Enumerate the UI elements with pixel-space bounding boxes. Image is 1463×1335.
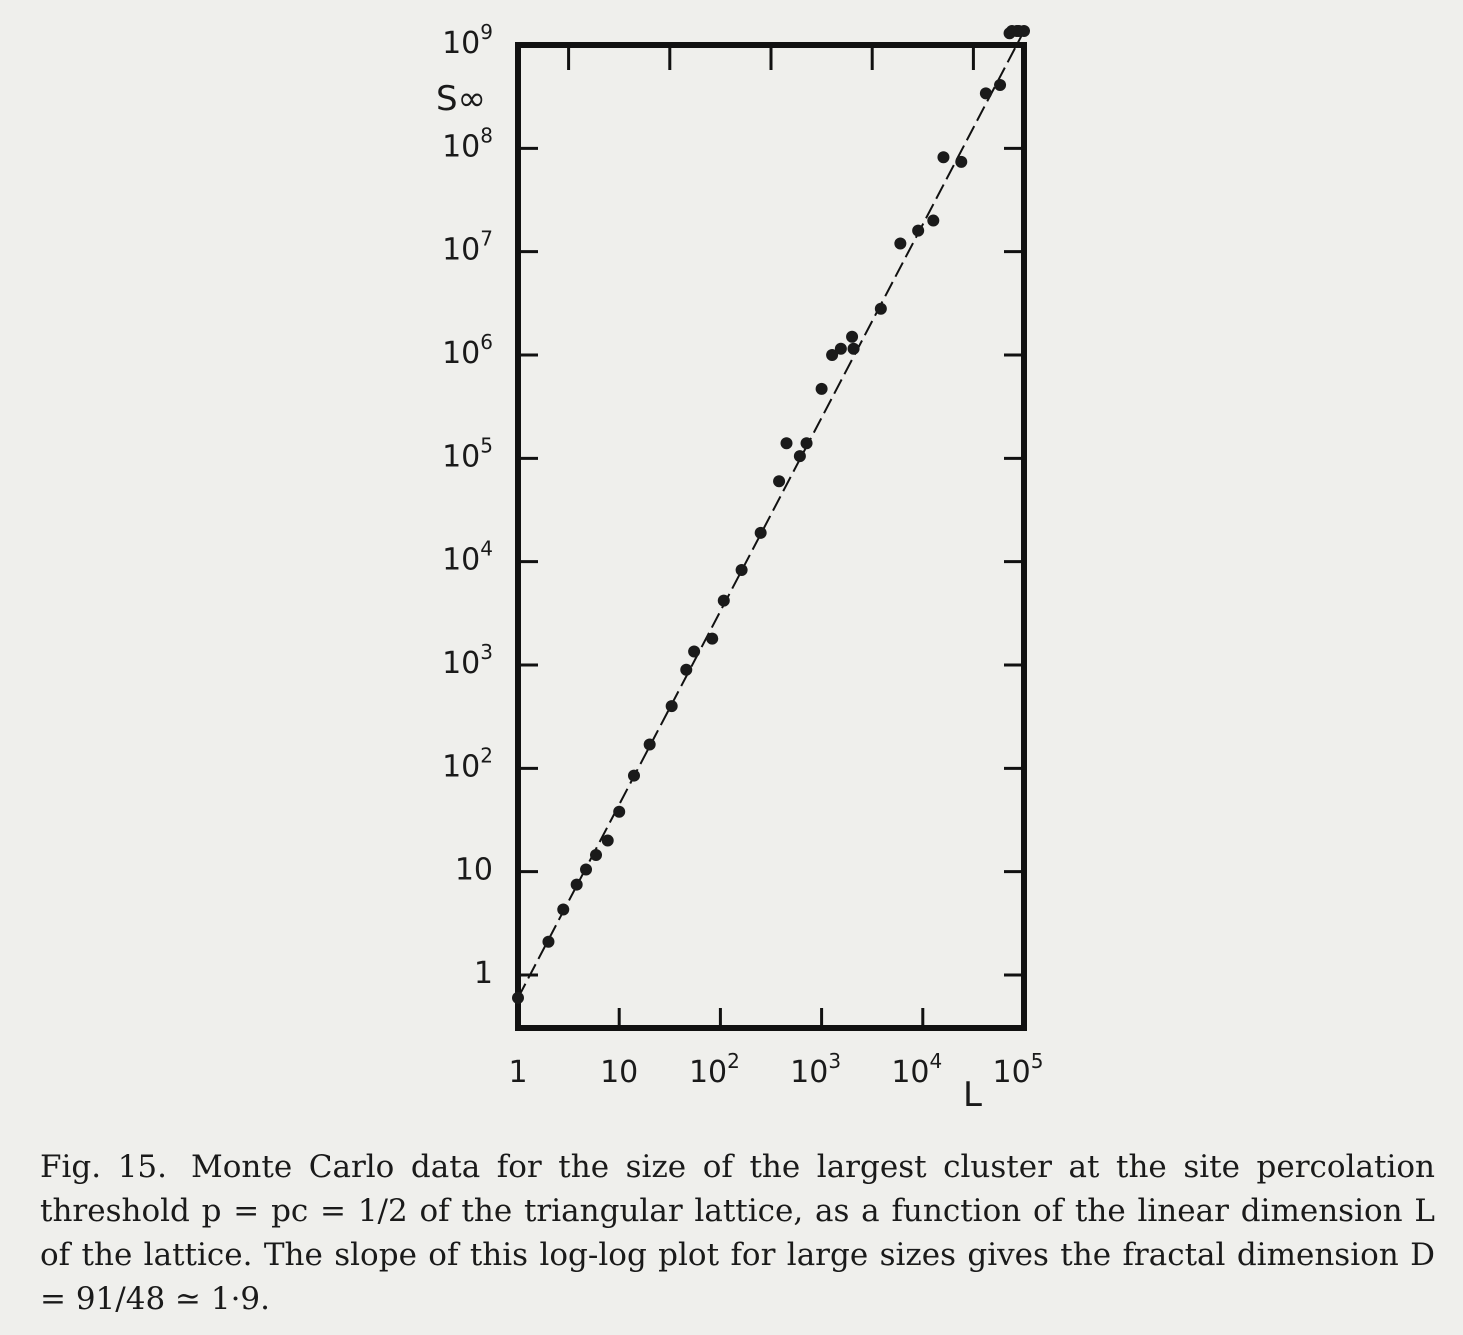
plot-frame	[518, 45, 1024, 1028]
caption-text: Monte Carlo data for the size of the largest cluster at the site percolation threshold p = pc = 1/2 of the triangular lattice, as a function of the linear dimension L of the lattice. The slope of this log-log plot for large sizes gives the fractal dimension D = 91/48 ≃ 1·9.	[40, 1149, 1435, 1317]
data-point	[875, 303, 887, 315]
data-point	[846, 331, 858, 343]
data-point	[848, 343, 860, 355]
y-axis-label: S∞	[436, 79, 486, 119]
x-tick-label: $10^4$	[891, 1049, 943, 1090]
x-tick-label: $10^3$	[790, 1049, 842, 1090]
data-point	[1018, 25, 1030, 37]
x-tick-label: 10	[600, 1055, 639, 1090]
y-tick-label: $10^9$	[442, 20, 493, 61]
figure-caption	[40, 1145, 1435, 1321]
tick-marks	[518, 45, 1024, 1028]
data-point	[755, 527, 767, 539]
data-point	[590, 849, 602, 861]
data-point	[781, 437, 793, 449]
data-point	[644, 739, 656, 751]
data-point	[955, 156, 967, 168]
data-point	[512, 992, 524, 1004]
data-point	[613, 806, 625, 818]
data-points	[512, 25, 1030, 1004]
data-point	[937, 151, 949, 163]
data-point	[688, 646, 700, 658]
x-tick-label: $10^2$	[688, 1049, 740, 1090]
y-tick-label: 10	[454, 852, 493, 888]
data-point	[666, 700, 678, 712]
data-point	[927, 215, 939, 227]
data-point	[801, 437, 813, 449]
y-tick-label: $10^8$	[442, 123, 493, 165]
data-point	[718, 595, 730, 607]
data-point	[680, 664, 692, 676]
data-point	[736, 564, 748, 576]
caption-label: Fig. 15.	[40, 1149, 167, 1185]
data-point	[557, 904, 569, 916]
y-tick-label: $10^4$	[442, 536, 493, 578]
data-point	[816, 383, 828, 395]
data-point	[602, 835, 614, 847]
data-point	[835, 343, 847, 355]
data-point	[912, 225, 924, 237]
y-tick-label: 1	[473, 956, 493, 991]
data-point	[894, 237, 906, 249]
data-point	[542, 936, 554, 948]
y-tick-label: $10^3$	[442, 640, 493, 681]
x-axis-label: L	[963, 1075, 982, 1115]
data-point	[994, 79, 1006, 91]
data-point	[794, 450, 806, 462]
x-tick-label: $10^5$	[992, 1049, 1044, 1090]
y-tick-label: $10^6$	[442, 330, 493, 371]
y-tick-labels	[442, 20, 493, 991]
data-point	[571, 879, 583, 891]
y-tick-label: $10^7$	[442, 226, 493, 268]
data-point	[706, 633, 718, 645]
y-tick-label: $10^2$	[442, 743, 493, 785]
y-tick-label: $10^5$	[442, 433, 493, 475]
data-point	[980, 87, 992, 99]
x-tick-label: 1	[508, 1055, 528, 1090]
data-point	[773, 475, 785, 487]
data-point	[628, 770, 640, 782]
data-point	[580, 863, 592, 875]
